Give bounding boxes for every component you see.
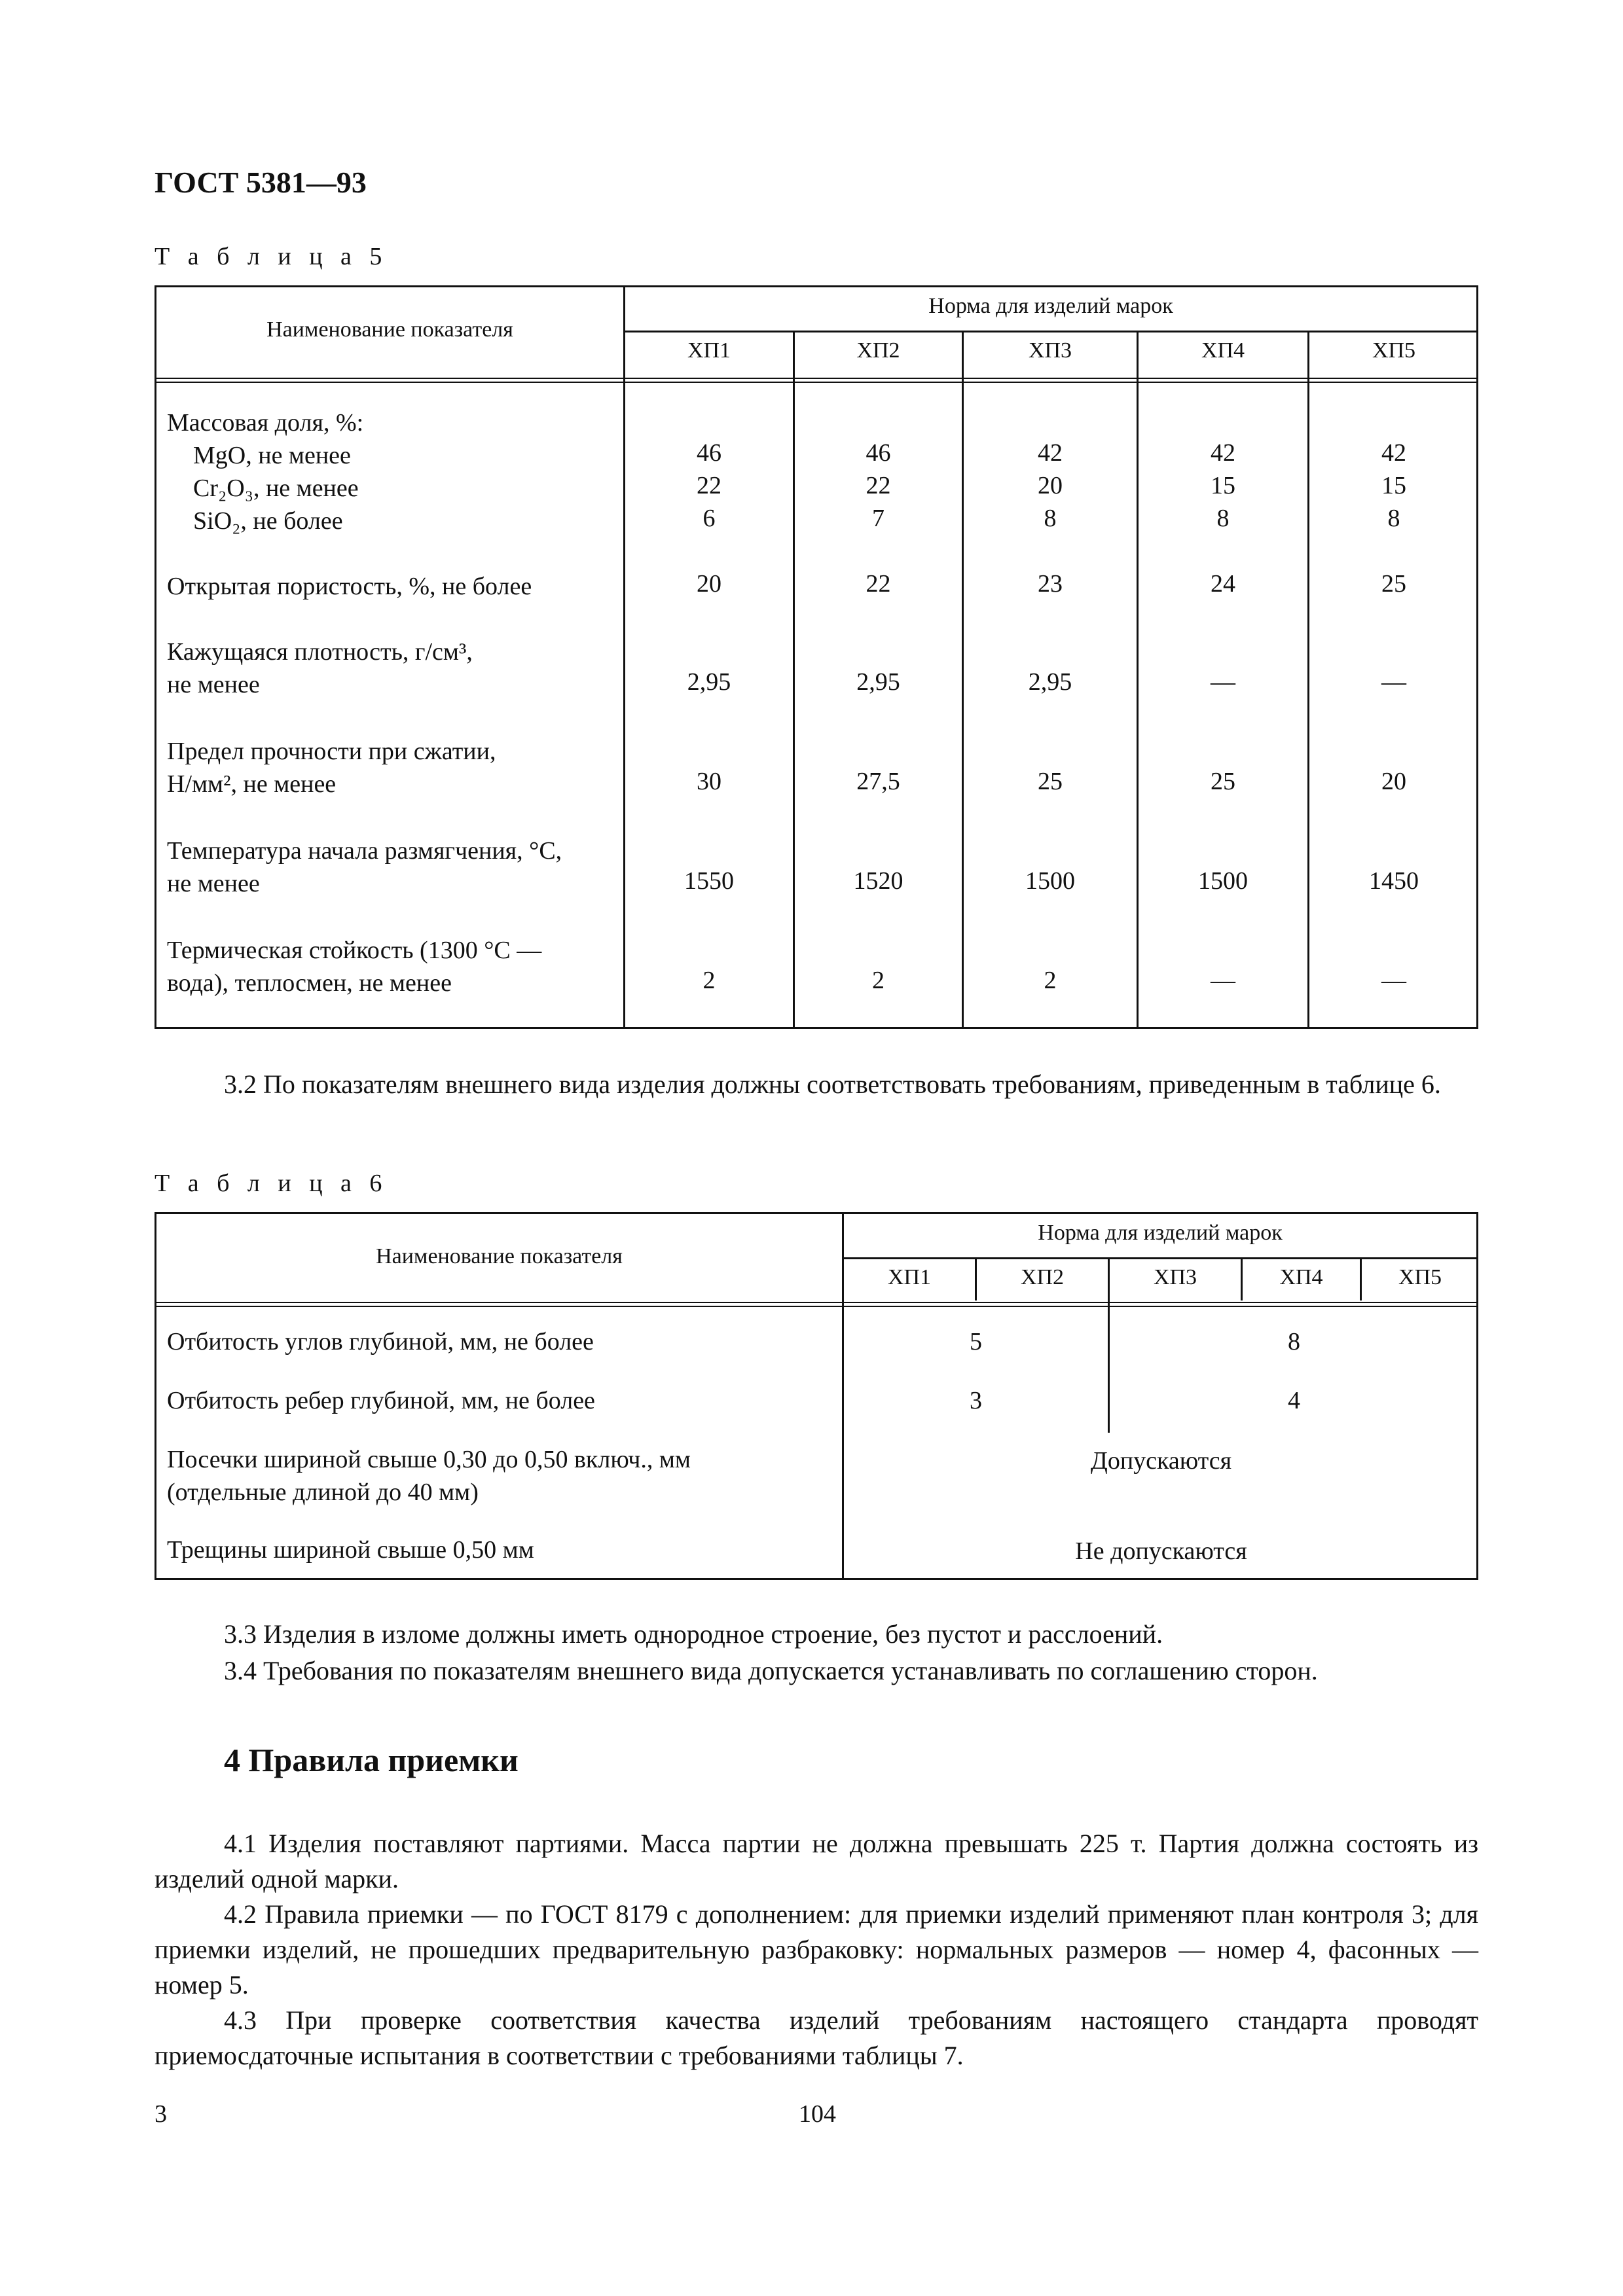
table5-row-label: Открытая пористость, %, не более <box>167 573 532 600</box>
table5-cell: — <box>1381 967 1406 994</box>
table6-grade-header: ХП3 <box>1153 1265 1197 1289</box>
table5-row-label: Термическая стойкость (1300 °С — <box>167 937 542 964</box>
table6-grade-header: ХП5 <box>1398 1265 1442 1289</box>
table5-cell: — <box>1211 668 1235 696</box>
paragraph-4-3-text: 4.3 При проверке соответствия качества изделий требованиям настоящего стандарта проводят приемосдаточные испытания в соответствии с требованиями таблицы 7. <box>155 2005 1478 2070</box>
footer-left-number: 3 <box>155 2100 167 2128</box>
table6-grade-header: ХП2 <box>1020 1265 1065 1289</box>
table5-cell: 15 <box>1211 472 1235 499</box>
table5-grade-header: ХП2 <box>856 338 900 363</box>
table5-row-label: SiO₂, не более <box>193 507 343 535</box>
table5-row-label: Кажущаяся плотность, г/см³, <box>167 638 473 666</box>
table5-cell: 42 <box>1038 439 1063 467</box>
table5-cell: 25 <box>1038 768 1063 795</box>
table5-row-label: не менее <box>167 870 260 897</box>
table5-cell: 1520 <box>853 867 903 895</box>
table5-cell: 22 <box>866 472 891 499</box>
table6-header-group: Норма для изделий марок <box>1038 1221 1283 1245</box>
table5-cell: 25 <box>1211 768 1235 795</box>
table6-cell: 5 <box>970 1328 982 1355</box>
table5-cell: 8 <box>1044 505 1057 532</box>
table5-row-label: вода), теплосмен, не менее <box>167 969 452 997</box>
paragraph-3-4-text: 3.4 Требования по показателям внешнего вида допускается устанавливать по соглашению сторон. <box>224 1656 1318 1685</box>
paragraph-3-2-text: 3.2 По показателям внешнего вида изделия должны соответствовать требованиям, приведенным в таблице 6. <box>224 1069 1441 1099</box>
paragraph-4-1-text: 4.1 Изделия поставляют партиями. Масса партии не должна превышать 225 т. Партия должна состоять из изделий одной марки. <box>155 1829 1478 1893</box>
table5-row-label: MgO, не менее <box>193 442 351 469</box>
table6-hline <box>842 1257 1476 1259</box>
table6-cell: Не допускаются <box>1075 1537 1247 1565</box>
table5-cell: 15 <box>1381 472 1406 499</box>
table6-grade-header: ХП4 <box>1279 1265 1323 1289</box>
table5-cell: 1500 <box>1025 867 1075 895</box>
table5-cell: 1550 <box>684 867 734 895</box>
table5-cell: 22 <box>866 570 891 598</box>
table5-cell: 42 <box>1381 439 1406 467</box>
table5-cell: 25 <box>1381 570 1406 598</box>
table6-cell: 4 <box>1288 1387 1300 1414</box>
table5-cell: 23 <box>1038 570 1063 598</box>
table5-row-label: Cr₂O₃, не менее <box>193 475 359 502</box>
table5-cell: 46 <box>866 439 891 467</box>
table6-cell: Допускаются <box>1090 1447 1232 1475</box>
table5-cell: 20 <box>1381 768 1406 795</box>
table5-cell: 2,95 <box>856 668 900 696</box>
paragraph-3-4 <box>155 1653 1478 1689</box>
table5-cell: 7 <box>872 505 884 532</box>
table5 <box>155 285 1478 1029</box>
table5-cell: 30 <box>697 768 721 795</box>
table5-vline <box>623 287 625 1027</box>
table5-cell: 6 <box>702 505 716 532</box>
table5-hline <box>623 331 1476 332</box>
table5-cell: 8 <box>1387 505 1400 532</box>
table5-row-label: Предел прочности при сжатии, <box>167 738 496 765</box>
table5-cell: 46 <box>697 439 721 467</box>
table5-cell: 27,5 <box>856 768 900 795</box>
table5-grade-header: ХП4 <box>1201 338 1245 363</box>
table6-header-divider <box>156 1302 1476 1307</box>
table6-grade-header: ХП1 <box>887 1265 932 1289</box>
table6-row-label: (отдельные длиной до 40 мм) <box>167 1479 479 1506</box>
table6-row-label: Отбитость углов глубиной, мм, не более <box>167 1328 594 1355</box>
table5-cell: 42 <box>1211 439 1235 467</box>
table6-row-label: Трещины шириной свыше 0,50 мм <box>167 1536 534 1564</box>
table5-row-label: не менее <box>167 671 260 698</box>
table6-row-label: Отбитость ребер глубиной, мм, не более <box>167 1387 595 1414</box>
table5-header-divider <box>156 378 1476 383</box>
table5-grade-header: ХП1 <box>687 338 731 363</box>
table5-row-label: Температура начала размягчения, °С, <box>167 837 562 865</box>
table6-caption: Т а б л и ц а 6 <box>155 1170 388 1197</box>
table5-cell: 2,95 <box>1028 668 1072 696</box>
table5-cell: — <box>1381 668 1406 696</box>
table5-cell: 1500 <box>1198 867 1248 895</box>
paragraph-3-3-text: 3.3 Изделия в изломе должны иметь однородное строение, без пустот и расслоений. <box>224 1619 1163 1649</box>
table6 <box>155 1212 1478 1580</box>
table5-cell: 2 <box>1044 967 1057 994</box>
table5-cell: 20 <box>697 570 721 598</box>
table5-grade-header: ХП3 <box>1028 338 1072 363</box>
paragraph-4-1 <box>155 1826 1478 1897</box>
paragraph-4-2-text: 4.2 Правила приемки — по ГОСТ 8179 с дополнением: для приемки изделий применяют план контроля 3; для приемки изделий, не прошедших предварительную разбраковку: нормальных размеров — номер 4, фасонных — номер 5. <box>155 1899 1478 2000</box>
table5-cell: 1450 <box>1369 867 1419 895</box>
table6-cell: 8 <box>1288 1328 1300 1355</box>
table5-group-title: Массовая доля, %: <box>167 409 364 437</box>
document-code: ГОСТ 5381—93 <box>155 166 367 199</box>
table5-grade-header: ХП5 <box>1372 338 1416 363</box>
table5-cell: 8 <box>1216 505 1230 532</box>
section-4-title: 4 Правила приемки <box>224 1742 519 1778</box>
table5-caption: Т а б л и ц а 5 <box>155 243 388 270</box>
table6-cell: 3 <box>970 1387 982 1414</box>
table5-header-name: Наименование показателя <box>266 317 513 342</box>
table5-cell: 20 <box>1038 472 1063 499</box>
paragraph-3-2 <box>155 1067 1478 1102</box>
paragraph-4-3 <box>155 2003 1478 2073</box>
table5-header-group: Норма для изделий марок <box>928 294 1173 318</box>
table5-cell: 22 <box>697 472 721 499</box>
table5-row-label: Н/мм², не менее <box>167 770 337 798</box>
table5-cell: 2 <box>872 967 884 994</box>
table6-header-name: Наименование показателя <box>376 1244 623 1268</box>
paragraph-4-2 <box>155 1897 1478 2003</box>
page-number: 104 <box>799 2100 836 2128</box>
table6-row-label: Посечки шириной свыше 0,30 до 0,50 включ., мм <box>167 1446 691 1473</box>
table5-cell: 2,95 <box>687 668 731 696</box>
table5-cell: — <box>1211 967 1235 994</box>
table5-cell: 24 <box>1211 570 1235 598</box>
table5-cell: 2 <box>702 967 716 994</box>
paragraph-3-3 <box>155 1617 1478 1652</box>
